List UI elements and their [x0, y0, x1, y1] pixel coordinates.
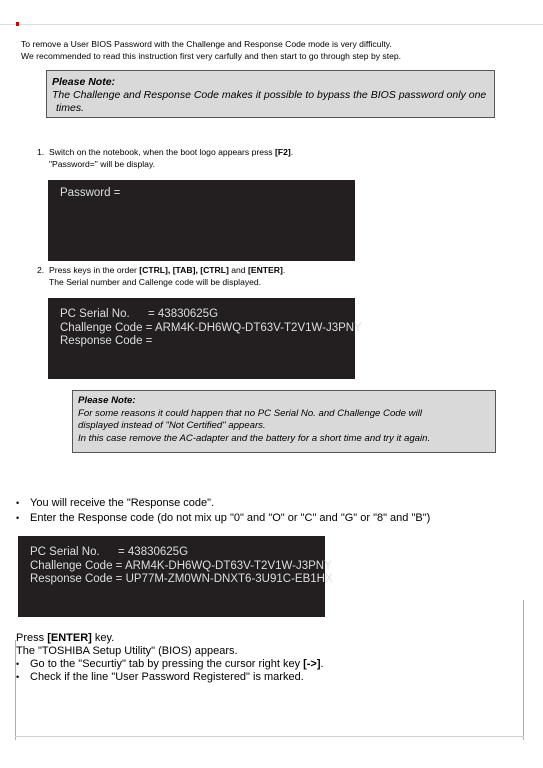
response-code-line: Response Code = UP77M-ZM0WN-DNXT6-3U91C-EB1HX	[30, 573, 333, 585]
intro-line-2: We recommended to read this instruction first very carfully and then start to go through step by step.	[21, 51, 402, 61]
list-item	[16, 671, 324, 684]
security-tab-text: Go to the "Securtiy" tab by pressing the cursor right key	[30, 658, 301, 670]
step-2-and: and	[228, 265, 248, 275]
serial-line	[60, 308, 355, 322]
note-box-2	[72, 390, 496, 453]
intro-paragraph	[21, 38, 401, 62]
right-border	[523, 600, 524, 740]
step-2-number: 2.	[37, 265, 45, 275]
note-2-title: Please Note:	[78, 395, 136, 406]
step-2-period: .	[282, 265, 286, 275]
step-1-text: Switch on the notebook, when the boot logo appears press	[49, 147, 275, 157]
press-enter-line	[16, 632, 324, 645]
step-2-line-2: The Serial number and Callenge code will be displayed.	[49, 277, 262, 287]
step-2-enter-key: [ENTER]	[247, 265, 283, 275]
step-1	[37, 146, 293, 170]
bullet-list-response	[16, 496, 430, 525]
step-1-line-2: "Password=" will be display.	[49, 159, 156, 169]
response-code-line: Response Code =	[60, 335, 153, 347]
list-item	[16, 658, 324, 671]
note-box-1	[46, 70, 495, 118]
setup-utility-line: The "TOSHIBA Setup Utility" (BIOS) appears.	[16, 645, 238, 657]
challenge-code-line: Challenge Code = ARM4K-DH6WQ-DT63V-T2V1W-J3PNY	[30, 559, 332, 572]
bios-screen-password	[48, 180, 355, 261]
step-2	[37, 264, 285, 288]
password-prompt: Password =	[60, 187, 121, 199]
bottom-border	[15, 736, 524, 737]
page-top-border	[0, 24, 543, 25]
bios-screen-challenge	[48, 298, 362, 379]
step-1-key: [F2]	[274, 147, 291, 157]
note-1-line-1: The Challenge and Response Code makes it possible to bypass the BIOS password only one	[52, 89, 487, 101]
note-1-line-2: times.	[56, 102, 85, 114]
red-marker	[16, 22, 19, 26]
note-2-line-1: For some reasons it could happen that no PC Serial No. and Challenge Code will	[78, 407, 422, 419]
note-1-title: Please Note:	[52, 76, 116, 88]
bullet-icon: •	[16, 512, 20, 523]
step-2-text: Press keys in the order	[49, 265, 140, 275]
list-item	[16, 511, 430, 526]
bullet-text: Enter the Response code (do not mix up "0" and "O" or "C" and "G" or "8" and "B")	[30, 511, 431, 524]
note-2-line-2: displayed instead of "Not Certified" appears.	[78, 420, 266, 431]
step-1-number: 1.	[37, 147, 45, 157]
bullet-icon: •	[16, 672, 20, 682]
bullet-period: .	[320, 658, 324, 670]
serial-value: = 43830625G	[118, 546, 189, 558]
final-instructions	[16, 632, 324, 684]
cursor-right-key: [->]	[303, 658, 321, 670]
serial-label: PC Serial No.	[60, 308, 130, 320]
key-text: key.	[91, 632, 115, 644]
bullet-icon: •	[16, 498, 20, 508]
list-item	[16, 496, 430, 511]
bullet-text: You will receive the "Response code".	[30, 497, 215, 509]
press-text: Press	[16, 632, 48, 644]
serial-line	[30, 546, 325, 560]
challenge-code-line: Challenge Code = ARM4K-DH6WQ-DT63V-T2V1W-J3PNY	[60, 321, 362, 334]
intro-line-1: To remove a User BIOS Password with the Challenge and Response Code mode is very difficulty.	[21, 39, 392, 49]
step-1-period: .	[290, 147, 294, 157]
enter-key: [ENTER]	[47, 632, 92, 644]
serial-label: PC Serial No.	[30, 546, 100, 558]
bios-screen-response	[18, 536, 333, 617]
bullet-icon: •	[16, 659, 20, 669]
password-check-text: Check if the line "User Password Registered" is marked.	[30, 671, 304, 683]
step-2-keys: [CTRL], [TAB], [CTRL]	[139, 265, 229, 275]
note-2-line-3: In this case remove the AC-adapter and the battery for a short time and try it again.	[78, 432, 431, 444]
serial-value: = 43830625G	[148, 308, 219, 320]
